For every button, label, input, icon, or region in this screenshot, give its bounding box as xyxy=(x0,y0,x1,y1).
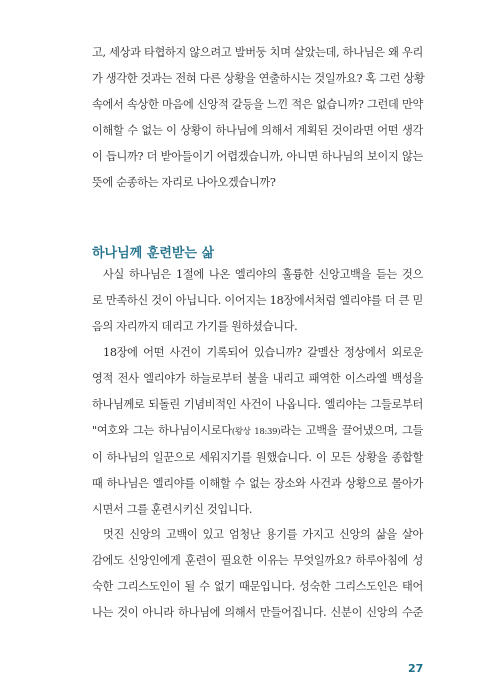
section-heading: 하나님께 훈련받는 삶 xyxy=(92,246,215,261)
text-line: 고, 세상과 타협하지 않으려고 발버둥 치며 살았는데, 하나님은 왜 우리 xyxy=(92,46,423,59)
text-line: 로 만족하신 것이 아닙니다. 이어지는 18장에서처럼 엘리야를 더 큰 믿 xyxy=(92,294,423,307)
text-line: 나는 것이 아니라 하나님에 의해서 만들어집니다. 신분이 신앙의 수준 xyxy=(92,606,423,619)
text-line: 속에서 속상한 마음에 신앙적 갈등을 느낀 적은 없습니까? 그런데 만약 xyxy=(92,98,423,111)
page-number: 27 xyxy=(408,662,424,675)
text-line-with-reference xyxy=(92,418,423,445)
text-line: 영적 전사 엘리야가 하늘로부터 불을 내리고 패역한 이스라엘 백성을 xyxy=(92,372,423,385)
text-line: 시면서 그를 훈련시키신 것입니다. xyxy=(92,503,253,516)
text-line: 숙한 그리스도인이 될 수 없기 때문입니다. 성숙한 그리스도인은 태어 xyxy=(92,580,423,593)
text-line: 음의 자리까지 데리고 가기를 원하셨습니다. xyxy=(92,320,298,333)
text-line: 감에도 신앙인에게 훈련이 필요한 이유는 무엇일까요? 하루아침에 성 xyxy=(92,554,423,567)
quote-continuation: 라는 고백을 끌어냈으며, 그들 xyxy=(280,424,423,437)
text-line: 사실 하나님은 1절에 나온 엘리야의 훌륭한 신앙고백을 듣는 것으 xyxy=(103,268,423,281)
quote-text: "여호와 그는 하나님이시로다 xyxy=(92,424,232,437)
text-line: 이 듭니까? 더 받아들이기 어렵겠습니까, 아니면 하나님의 보이지 않는 xyxy=(92,150,423,163)
text-line: 가 생각한 것과는 전혀 다른 상황을 연출하시는 것일까요? 혹 그런 상황 xyxy=(92,72,425,85)
text-line: 때 하나님은 엘리야를 이해할 수 없는 장소와 사건과 상황으로 몰아가 xyxy=(92,477,423,490)
text-line: 이 하나님의 일꾼으로 세워지기를 원했습니다. 이 모든 상황을 종합할 xyxy=(92,451,423,464)
scripture-reference: (왕상 18:39) xyxy=(231,427,281,437)
body-paragraph-3 xyxy=(92,340,423,523)
body-paragraph-4 xyxy=(92,522,423,626)
text-line: 멋진 신앙의 고백이 있고 엄청난 용기를 가지고 신앙의 삶을 살아 xyxy=(103,528,423,541)
text-line: 하나님께로 되돌린 기념비적인 사건이 나옵니다. 엘리야는 그들로부터 xyxy=(92,398,423,411)
text-line: 18장에 어떤 사건이 기록되어 있습니까? 갈멜산 정상에서 외로운 xyxy=(103,346,423,359)
body-paragraph-2 xyxy=(92,262,423,340)
text-line: 이해할 수 없는 이 상황이 하나님에 의해서 계획된 것이라면 어떤 생각 xyxy=(92,124,423,137)
body-paragraph-1 xyxy=(92,40,423,196)
text-line: 뜻에 순종하는 자리로 나아오겠습니까? xyxy=(92,176,276,189)
